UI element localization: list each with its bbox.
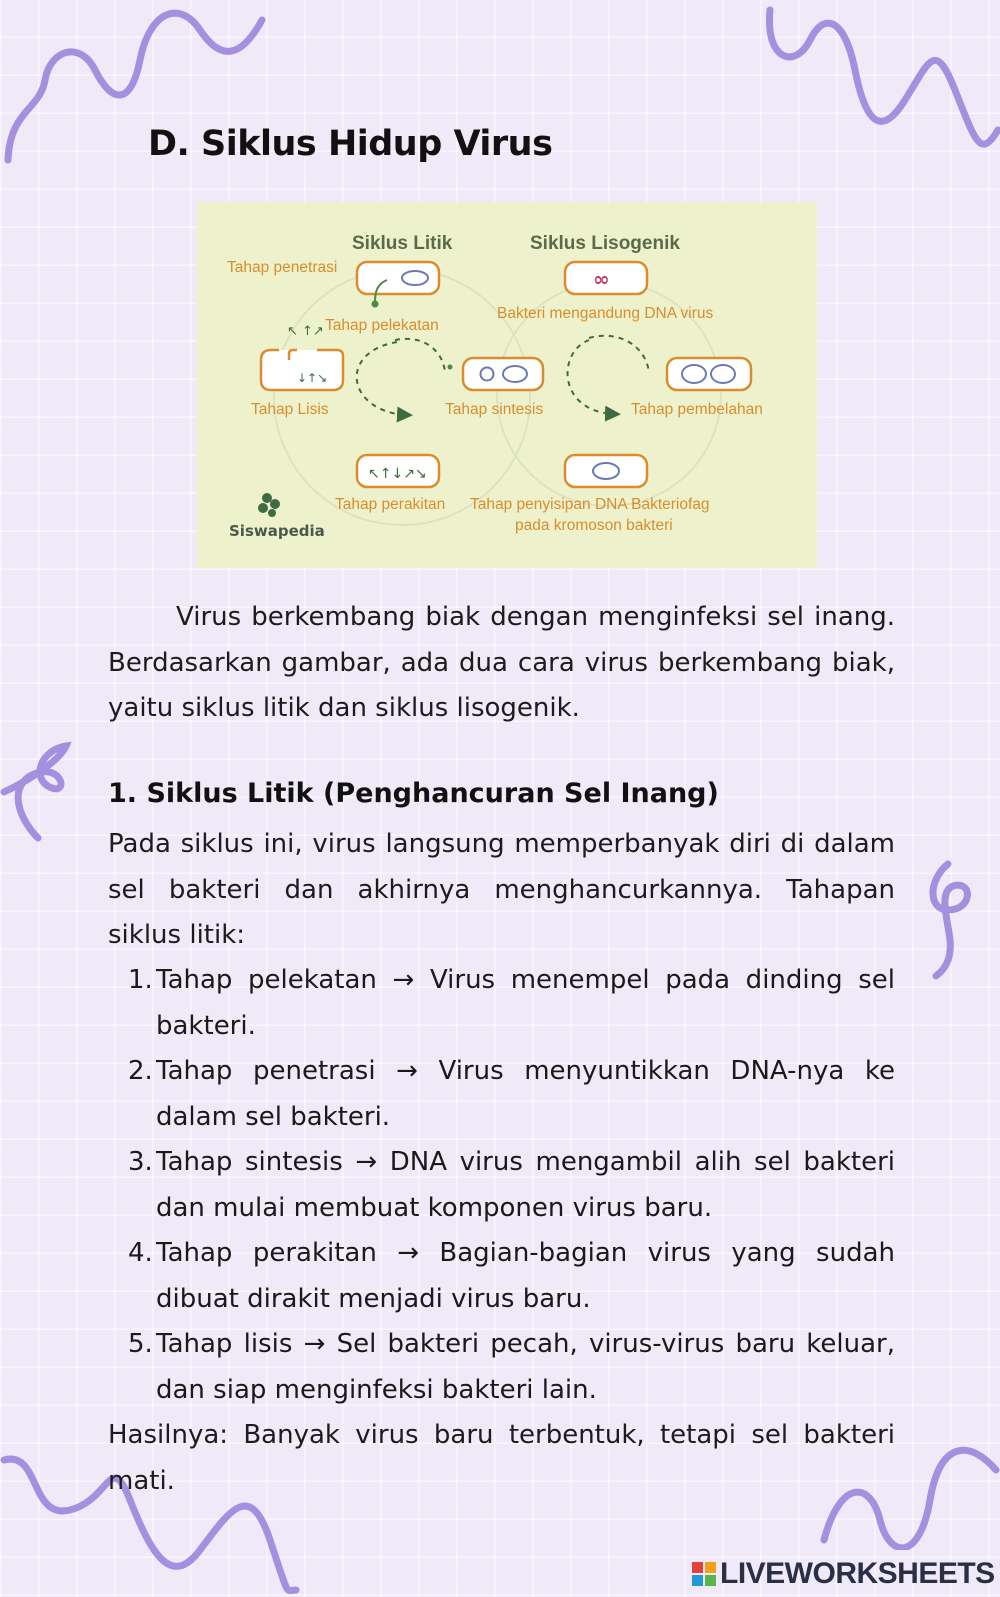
penetration-cell xyxy=(357,262,439,294)
liveworksheets-logo-text: LIVEWORKSHEETS xyxy=(720,1557,995,1590)
svg-text:↖ ↑↗: ↖ ↑↗ xyxy=(287,324,324,339)
lysogenic-cycle-heading: Siklus Lisogenik xyxy=(530,233,680,254)
squiggle-decoration-top-right xyxy=(760,0,1000,180)
intro-paragraph: Virus berkembang biak dengan menginfeksi sel inang. Berdasarkan gambar, ada dua cara virus berkembang biak, yaitu siklus litik dan siklus lisogenik. xyxy=(108,602,895,723)
list-item: 3. Tahap sintesis → DNA virus mengambil alih sel bakteri dan mulai membuat komponen virus baru. xyxy=(128,1147,895,1223)
label-insertion-line1: Tahap penyisipan DNA Bakteriofag xyxy=(470,496,710,513)
section-heading-lytic: 1. Siklus Litik (Penghancuran Sel Inang) xyxy=(108,778,719,809)
virus-life-cycle-diagram xyxy=(197,202,817,568)
list-item: 1. Tahap pelekatan → Virus menempel pada dinding sel bakteri. xyxy=(128,965,895,1041)
label-insertion-line2: pada kromoson bakteri xyxy=(515,517,673,534)
insertion-cell xyxy=(565,455,647,487)
lytic-cycle-heading: Siklus Litik xyxy=(352,233,453,254)
lytic-steps-list xyxy=(128,958,895,1413)
liveworksheets-logo[interactable] xyxy=(692,1557,995,1591)
label-division: Tahap pembelahan xyxy=(631,401,763,418)
label-synthesis: Tahap sintesis xyxy=(445,401,544,418)
label-contains-dna: Bakteri mengandung DNA virus xyxy=(497,305,714,322)
list-item: 2. Tahap penetrasi → Virus menyuntikkan DNA-nya ke dalam sel bakteri. xyxy=(128,1056,895,1132)
liveworksheets-logo-icon xyxy=(692,1562,716,1586)
page-title: D. Siklus Hidup Virus xyxy=(148,124,553,164)
label-penetration: Tahap penetrasi xyxy=(227,259,338,276)
label-attachment: Tahap pelekatan xyxy=(325,317,439,334)
list-item: 4. Tahap perakitan → Bagian-bagian virus yang sudah dibuat dirakit menjadi virus baru. xyxy=(128,1238,895,1314)
watermark-siswapedia: Siswapedia xyxy=(229,522,325,540)
list-item: 5. Tahap lisis → Sel bakteri pecah, virus-virus baru keluar, dan siap menginfeksi bakteri lain. xyxy=(128,1329,895,1405)
svg-text:∞: ∞ xyxy=(593,267,610,291)
lytic-result: Hasilnya: Banyak virus baru terbentuk, tetapi sel bakteri mati. xyxy=(108,1420,895,1496)
svg-text:↓↑↘: ↓↑↘ xyxy=(297,371,328,385)
label-lysis: Tahap Lisis xyxy=(251,401,329,418)
svg-text:↖↑↓↗↘: ↖↑↓↗↘ xyxy=(368,466,427,482)
label-assembly: Tahap perakitan xyxy=(335,496,446,513)
squiggle-decoration-right xyxy=(918,860,988,980)
division-cell xyxy=(667,358,751,390)
lytic-description: Pada siklus ini, virus langsung memperbanyak diri di dalam sel bakteri dan akhirnya menghancurkannya. Tahapan siklus litik: xyxy=(108,829,895,950)
squiggle-decoration-left xyxy=(0,740,90,850)
